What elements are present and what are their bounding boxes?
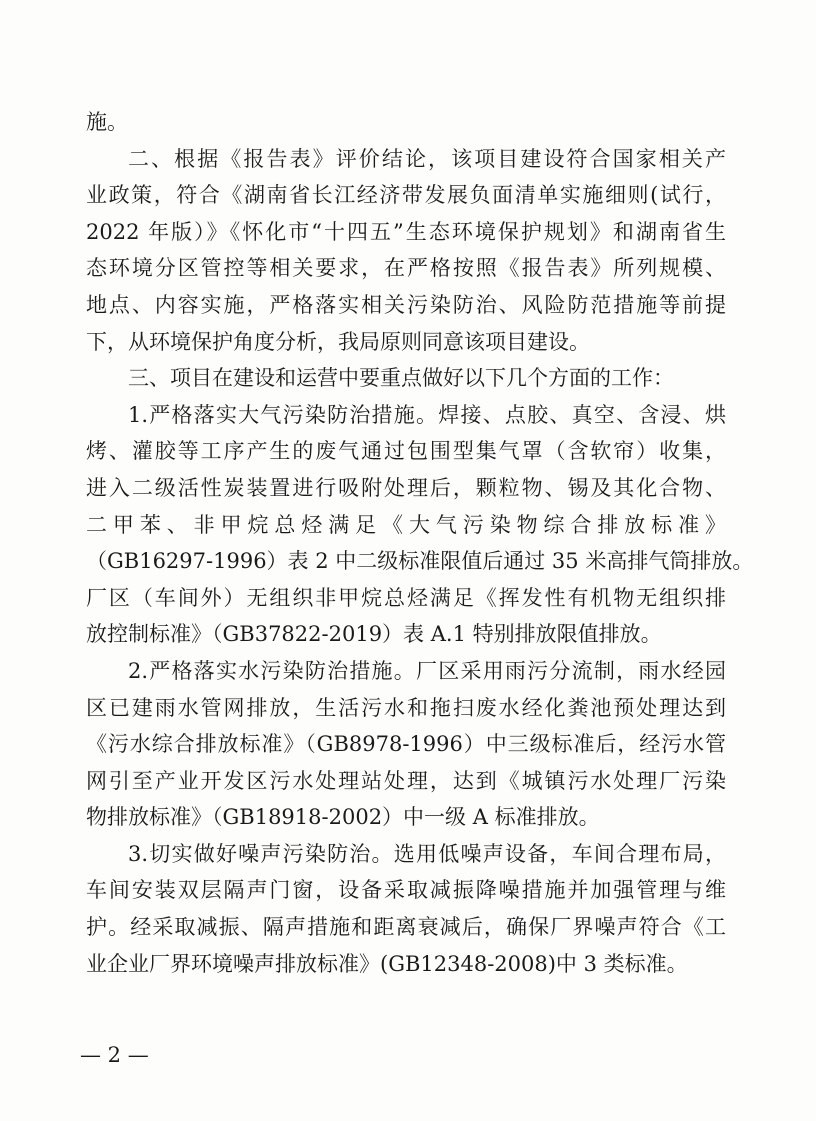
text-line: 1.严格落实大气污染防治措施。焊接、点胶、真空、含浸、烘 xyxy=(128,402,726,427)
document-body xyxy=(86,104,754,982)
text-line: 区已建雨水管网排放，生活污水和拖扫废水经化粪池预处理达到 xyxy=(86,695,726,720)
text-line: （GB16297-1996）表 2 中二级标准限值后通过 35 米高排气筒排放。 xyxy=(86,549,754,574)
text-line: 《污水综合排放标准》（GB8978-1996）中三级标准后，经污水管 xyxy=(86,732,726,757)
text-line: 厂区（车间外）无组织非甲烷总烃满足《挥发性有机物无组织排 xyxy=(86,585,726,610)
text-line: 态环境分区管控等相关要求，在严格按照《报告表》所列规模、 xyxy=(86,256,726,281)
text-line: 施。 xyxy=(86,110,128,134)
text-line: 业政策，符合《湖南省长江经济带发展负面清单实施细则(试行， xyxy=(86,183,726,208)
text-line: 业企业厂界环境噪声排放标准》(GB12348-2008)中 3 类标准。 xyxy=(86,951,688,976)
text-line: 3.切实做好噪声污染防治。选用低噪声设备，车间合理布局， xyxy=(128,841,726,866)
text-line: 物排放标准》（GB18918-2002）中一级 A 标准排放。 xyxy=(86,805,600,830)
text-line: 三、项目在建设和运营中要重点做好以下几个方面的工作： xyxy=(128,366,674,391)
text-line: 网引至产业开发区污水处理站处理，达到《城镇污水处理厂污染 xyxy=(86,768,726,793)
text-line: 进入二级活性炭装置进行吸附处理后，颗粒物、锡及其化合物、 xyxy=(86,475,726,500)
text-line: 放控制标准》（GB37822-2019）表 A.1 特别排放限值排放。 xyxy=(86,622,662,647)
text-line: 车间安装双层隔声门窗，设备采取减振降噪措施并加强管理与维 xyxy=(86,878,726,903)
text-line: 2022 年版）》《怀化市“十四五”生态环境保护规划》和湖南省生 xyxy=(86,219,726,244)
page-number: — 2 — xyxy=(80,1043,149,1067)
text-line: 2.严格落实水污染防治措施。厂区采用雨污分流制，雨水经园 xyxy=(128,658,726,683)
text-line: 下，从环境保护角度分析，我局原则同意该项目建设。 xyxy=(86,329,590,354)
text-line: 护。经采取减振、隔声措施和距离衰减后，确保厂界噪声符合《工 xyxy=(86,915,726,940)
text-line: 烤、灌胶等工序产生的废气通过包围型集气罩（含软帘）收集， xyxy=(86,439,726,464)
text-line: 二甲苯、非甲烷总烃满足《大气污染物综合排放标准》 xyxy=(86,512,726,537)
text-line: 地点、内容实施，严格落实相关污染防治、风险防范措施等前提 xyxy=(86,292,726,317)
text-line: 二、根据《报告表》评价结论，该项目建设符合国家相关产 xyxy=(128,146,726,171)
